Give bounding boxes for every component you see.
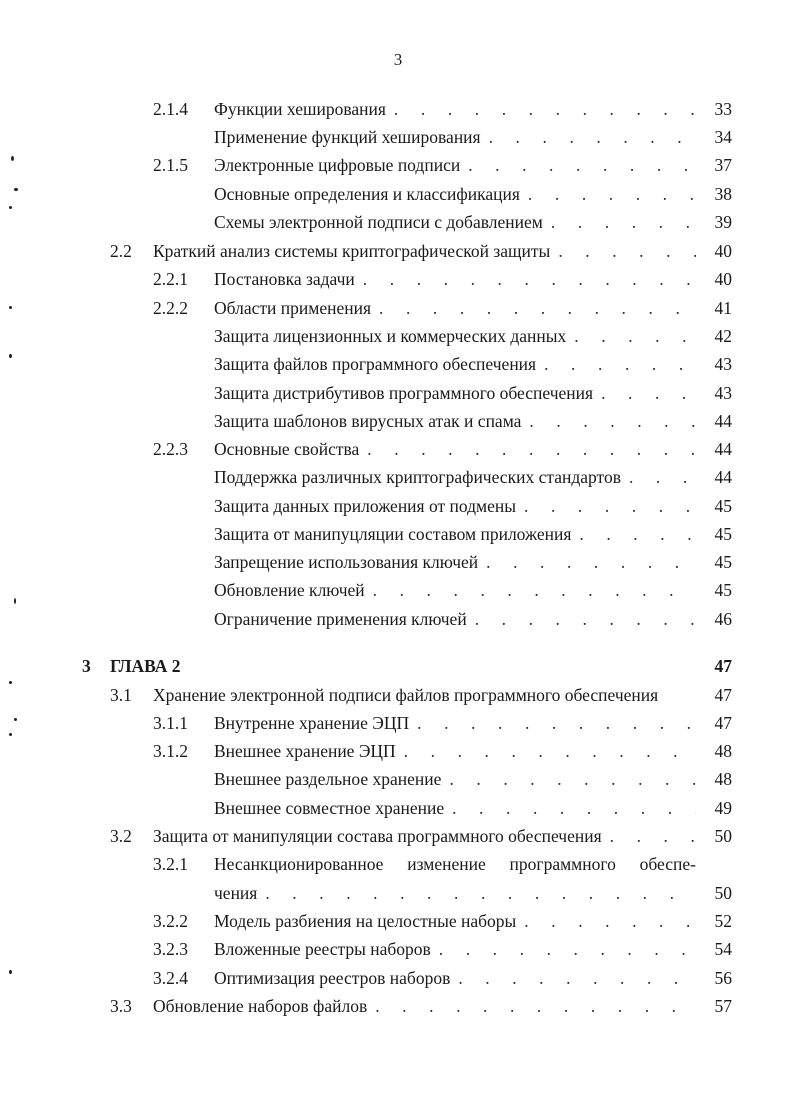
dot-leader [516,493,696,519]
toc-entry-title: Запрещение использования ключей [214,552,479,572]
toc-entry-page: 50 [714,826,732,846]
dot-leader [571,521,696,547]
toc-entry-title: Защита дистрибутивов программного обеспечения [214,383,594,403]
scan-speck [11,156,14,161]
toc-entry [0,238,796,264]
dot-leader [478,549,696,575]
toc-entry-text [214,295,696,321]
toc-entry-title: Защита шаблонов вирусных атак и спама [214,411,522,431]
toc-entry-text [214,209,696,235]
toc-entry-number: 3.2.4 [153,968,188,988]
dot-leader [441,766,696,792]
dot-leader [536,351,696,377]
toc-chapter-title: ГЛАВА 2 [110,656,181,676]
dot-leader [257,880,696,906]
toc-entry-number: 2.2.2 [153,298,188,318]
toc-entry-title: Постановка задачи [214,269,355,289]
toc-entry-text [110,653,696,679]
dot-leader [460,152,696,178]
toc-entry-title: Обновление наборов файлов [153,996,368,1016]
dot-leader [566,323,696,349]
toc-entry-title: Ограничение применения ключей [214,609,467,629]
toc-entry-number: 3.2.3 [153,939,188,959]
toc-entry-page: 54 [714,939,732,959]
toc-entry [0,577,796,603]
toc-entry [0,851,796,909]
dot-leader [521,408,696,434]
toc-entry-text [214,436,696,462]
toc-entry-text [214,493,696,519]
toc-chapter-entry [0,653,796,679]
toc-entry-title: Защита от манипуцляции составом приложения [214,524,572,544]
scan-speck [14,718,17,721]
scan-speck [9,206,12,209]
page-number: 3 [393,50,403,69]
toc-entry-title: Защита данных приложения от подмены [214,496,516,516]
toc-entry-page: 47 [714,713,732,733]
toc-entry [0,408,796,434]
dot-leader [516,908,696,934]
toc-entry [0,549,796,575]
toc-entry-text [214,766,696,792]
toc-entry-page: 42 [714,326,732,346]
toc-entry-page: 45 [714,580,732,600]
dot-leader [386,96,696,122]
toc-entry [0,795,796,821]
toc-entry-title: Вложенные реестры наборов [214,939,431,959]
toc-entry [0,464,796,490]
toc-entry-page: 52 [714,911,732,931]
dot-leader [371,295,696,321]
toc-entry-title: Оптимизация реестров наборов [214,968,451,988]
toc-entry-page: 34 [714,127,732,147]
toc-entry-page: 45 [714,496,732,516]
dot-leader [444,795,696,821]
toc-entry-number: 2.1.4 [153,99,188,119]
toc-entry-number: 2.2 [110,241,132,261]
toc-entry-page: 41 [714,298,732,318]
toc-entry [0,908,796,934]
toc-entry-page: 43 [714,354,732,374]
toc-entry-text [153,823,696,849]
toc-entry-title: Защита от манипуляции состава программного обеспечения [153,826,602,846]
toc-entry-number: 2.2.1 [153,269,188,289]
scan-speck [9,354,12,358]
toc-entry [0,710,796,736]
toc-entry-text [214,880,696,906]
toc-entry [0,521,796,547]
toc-entry [0,351,796,377]
toc-entry-title: Внешнее совместное хранение [214,798,445,818]
toc-chapter-page: 47 [714,656,732,676]
dot-leader [409,710,696,736]
toc-chapter-number: 3 [82,656,91,676]
toc-entry-page: 43 [714,383,732,403]
toc-entry [0,96,796,122]
toc-entry [0,965,796,991]
toc-entry-number: 3.1 [110,685,132,705]
dot-leader [621,464,696,490]
toc-entry [0,209,796,235]
toc-entry [0,493,796,519]
toc-entry-title: Функции хеширования [214,99,386,119]
toc-entry-number: 2.2.3 [153,439,188,459]
toc-entry [0,606,796,632]
toc-entry [0,823,796,849]
dot-leader [396,738,696,764]
toc-entry-title-continued: чения [214,883,258,903]
toc-entry [0,295,796,321]
toc-entry-number: 3.1.1 [153,713,188,733]
toc-entry [0,993,796,1019]
toc-entry-text [214,606,696,632]
toc-entry-text [214,266,696,292]
toc-entry [0,936,796,962]
toc-entry-page: 33 [714,99,732,119]
dot-leader [359,436,696,462]
scan-speck [9,306,12,309]
toc-entry-text [214,577,696,603]
toc-entry-number: 3.2.1 [153,854,188,874]
toc-entry-text [153,238,696,264]
toc-entry-text [214,710,696,736]
toc-entry-title: Основные свойства [214,439,360,459]
toc-entry-title: Области применения [214,298,371,318]
toc-entry-text [214,181,696,207]
toc-entry-text [214,738,696,764]
toc-entry-page: 48 [714,769,732,789]
toc-entry-page: 56 [714,968,732,988]
toc-entry-text [214,965,696,991]
toc-entry-title: Основные определения и классификация [214,184,520,204]
toc-entry-title: Схемы электронной подписи с добавлением [214,212,543,232]
toc-entry-title: Защита лицензионных и коммерческих данных [214,326,567,346]
toc-entry [0,436,796,462]
dot-leader [365,577,696,603]
toc-entry-page: 48 [714,741,732,761]
toc-entry-title: Применение функций хеширования [214,127,481,147]
toc-entry-title: Несанкционированное изменение программного обеспе- [214,854,696,874]
toc-entry-title: Внешнее раздельное хранение [214,769,442,789]
toc-entry-page: 38 [714,184,732,204]
toc-entry-number: 3.2.2 [153,911,188,931]
dot-leader [520,181,696,207]
dot-leader [550,238,696,264]
toc-entry-title: Защита файлов программного обеспечения [214,354,537,374]
toc-entry-page: 44 [714,411,732,431]
toc-entry-text [153,993,696,1019]
toc-entry-text [214,936,696,962]
dot-leader [467,606,696,632]
dot-leader [355,266,696,292]
toc-entry-text [214,549,696,575]
toc-entry-page: 44 [714,439,732,459]
toc-entry [0,738,796,764]
toc-entry-title: Электронные цифровые подписи [214,155,461,175]
toc-entry-title: Внутренне хранение ЭЦП [214,713,410,733]
toc-entry-text [214,152,696,178]
scan-speck [9,733,12,736]
toc-entry [0,682,796,708]
toc-entry [0,124,796,150]
toc-entry-title: Краткий анализ системы криптографической защиты [153,241,551,261]
toc-entry-number: 3.1.2 [153,741,188,761]
dot-leader [481,124,696,150]
toc-entry-text [153,682,700,708]
toc-entry-page: 47 [714,685,732,705]
toc-entry [0,323,796,349]
toc-entry [0,766,796,792]
toc-entry-page: 40 [714,269,732,289]
toc-entry [0,266,796,292]
toc-entry-page: 57 [714,996,732,1016]
toc-entry-title: Обновление ключей [214,580,365,600]
toc-entry-text [214,795,696,821]
toc-entry-page: 45 [714,524,732,544]
dot-leader [602,823,696,849]
toc-entry-page: 44 [714,467,732,487]
toc-entry-page: 40 [714,241,732,261]
toc-entry-page: 49 [714,798,732,818]
toc-entry-text [214,380,696,406]
toc-entry-text [214,408,696,434]
toc-entry-title: Хранение электронной подписи файлов программного обеспечения [153,685,659,705]
toc-entry-text [214,464,696,490]
toc-entry [0,152,796,178]
dot-leader [543,209,696,235]
scan-speck [9,681,12,684]
toc-entry-title: Внешнее хранение ЭЦП [214,741,396,761]
toc-entry-text [214,908,696,934]
toc-entry-page: 39 [714,212,732,232]
scan-speck [14,188,18,191]
toc-entry-text [214,124,696,150]
scan-speck [14,598,16,604]
dot-leader [593,380,696,406]
toc-entry-number: 2.1.5 [153,155,188,175]
toc-entry-page: 50 [714,883,732,903]
dot-leader [450,965,696,991]
toc-entry-text [214,351,696,377]
scan-speck [9,970,12,974]
toc-entry-page: 37 [714,155,732,175]
dot-leader [431,936,696,962]
toc-entry-text [214,96,696,122]
toc-entry [0,181,796,207]
toc-entry [0,380,796,406]
toc-entry-page: 46 [714,609,732,629]
toc-entry-text [214,323,696,349]
toc-entry-number: 3.3 [110,996,132,1016]
toc-entry-text [214,521,696,547]
dot-leader [367,993,696,1019]
toc-entry-number: 3.2 [110,826,132,846]
toc-entry-page: 45 [714,552,732,572]
toc-entry-title: Модель разбиения на целостные наборы [214,911,517,931]
toc-entry-title: Поддержка различных криптографических стандартов [214,467,621,487]
